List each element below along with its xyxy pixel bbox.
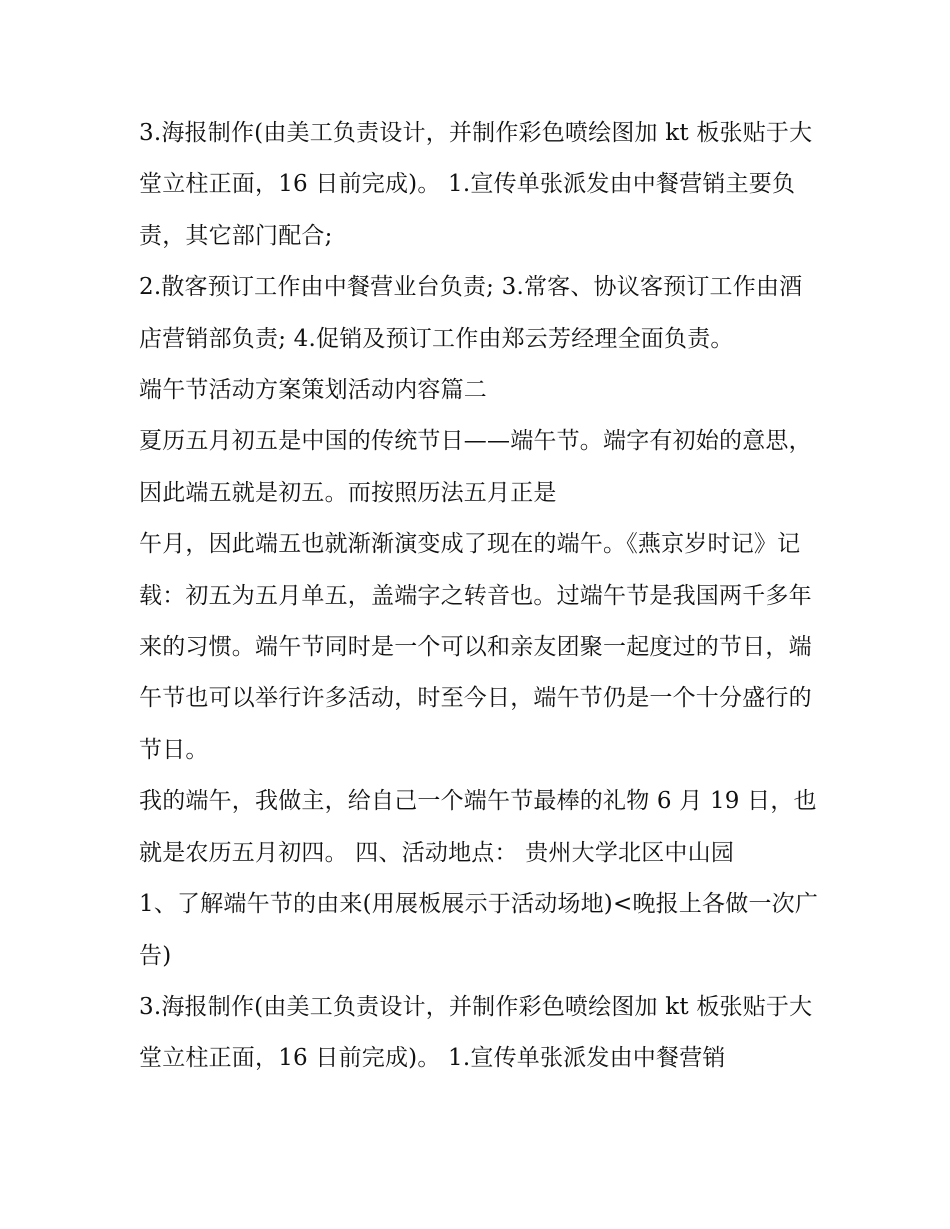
paragraph-poster-production: 3.海报制作(由美工负责设计，并制作彩色喷绘图加 kt 板张贴于大堂立柱正面，16 日前完成)。 1.宣传单张派发由中餐营销主要负责，其它部门配合; xyxy=(139,120,813,249)
paragraph-booking-responsibility: 2.散客预订工作由中餐营业台负责; 3.常客、协议客预订工作由酒店营销部负责; 4.促销及预订工作由郑云芳经理全面负责。 xyxy=(139,274,803,352)
document-body xyxy=(139,108,819,1085)
paragraph-festival-intro: 夏历五月初五是中国的传统节日——端午节。端字有初始的意思，因此端五就是初五。而按照历法五月正是 xyxy=(139,428,812,506)
section-heading: 端午节活动方案策划活动内容篇二 xyxy=(139,377,487,404)
paragraph-festival-origin: 1、了解端午节的由来(用展板展示于活动场地)<晚报上各做一次广告) xyxy=(139,891,819,969)
paragraph-poster-production-repeat: 3.海报制作(由美工负责设计，并制作彩色喷绘图加 kt 板张贴于大堂立柱正面，16 日前完成)。 1.宣传单张派发由中餐营销 xyxy=(139,993,813,1072)
paragraph-festival-history: 午月，因此端五也就渐渐演变成了现在的端午。《燕京岁时记》记载：初五为五月单五，盖端字之转音也。过端午节是我国两千多年来的习惯。端午节同时是一个可以和亲友团聚一起度过的节日，端午节也可以举行许多活动，时至今日，端午节仍是一个十分盛行的节日。 xyxy=(139,531,812,763)
paragraph-event-location: 我的端午，我做主，给自己一个端午节最棒的礼物 6 月 19 日，也就是农历五月初四。 四、活动地点： 贵州大学北区中山园 xyxy=(139,788,817,866)
